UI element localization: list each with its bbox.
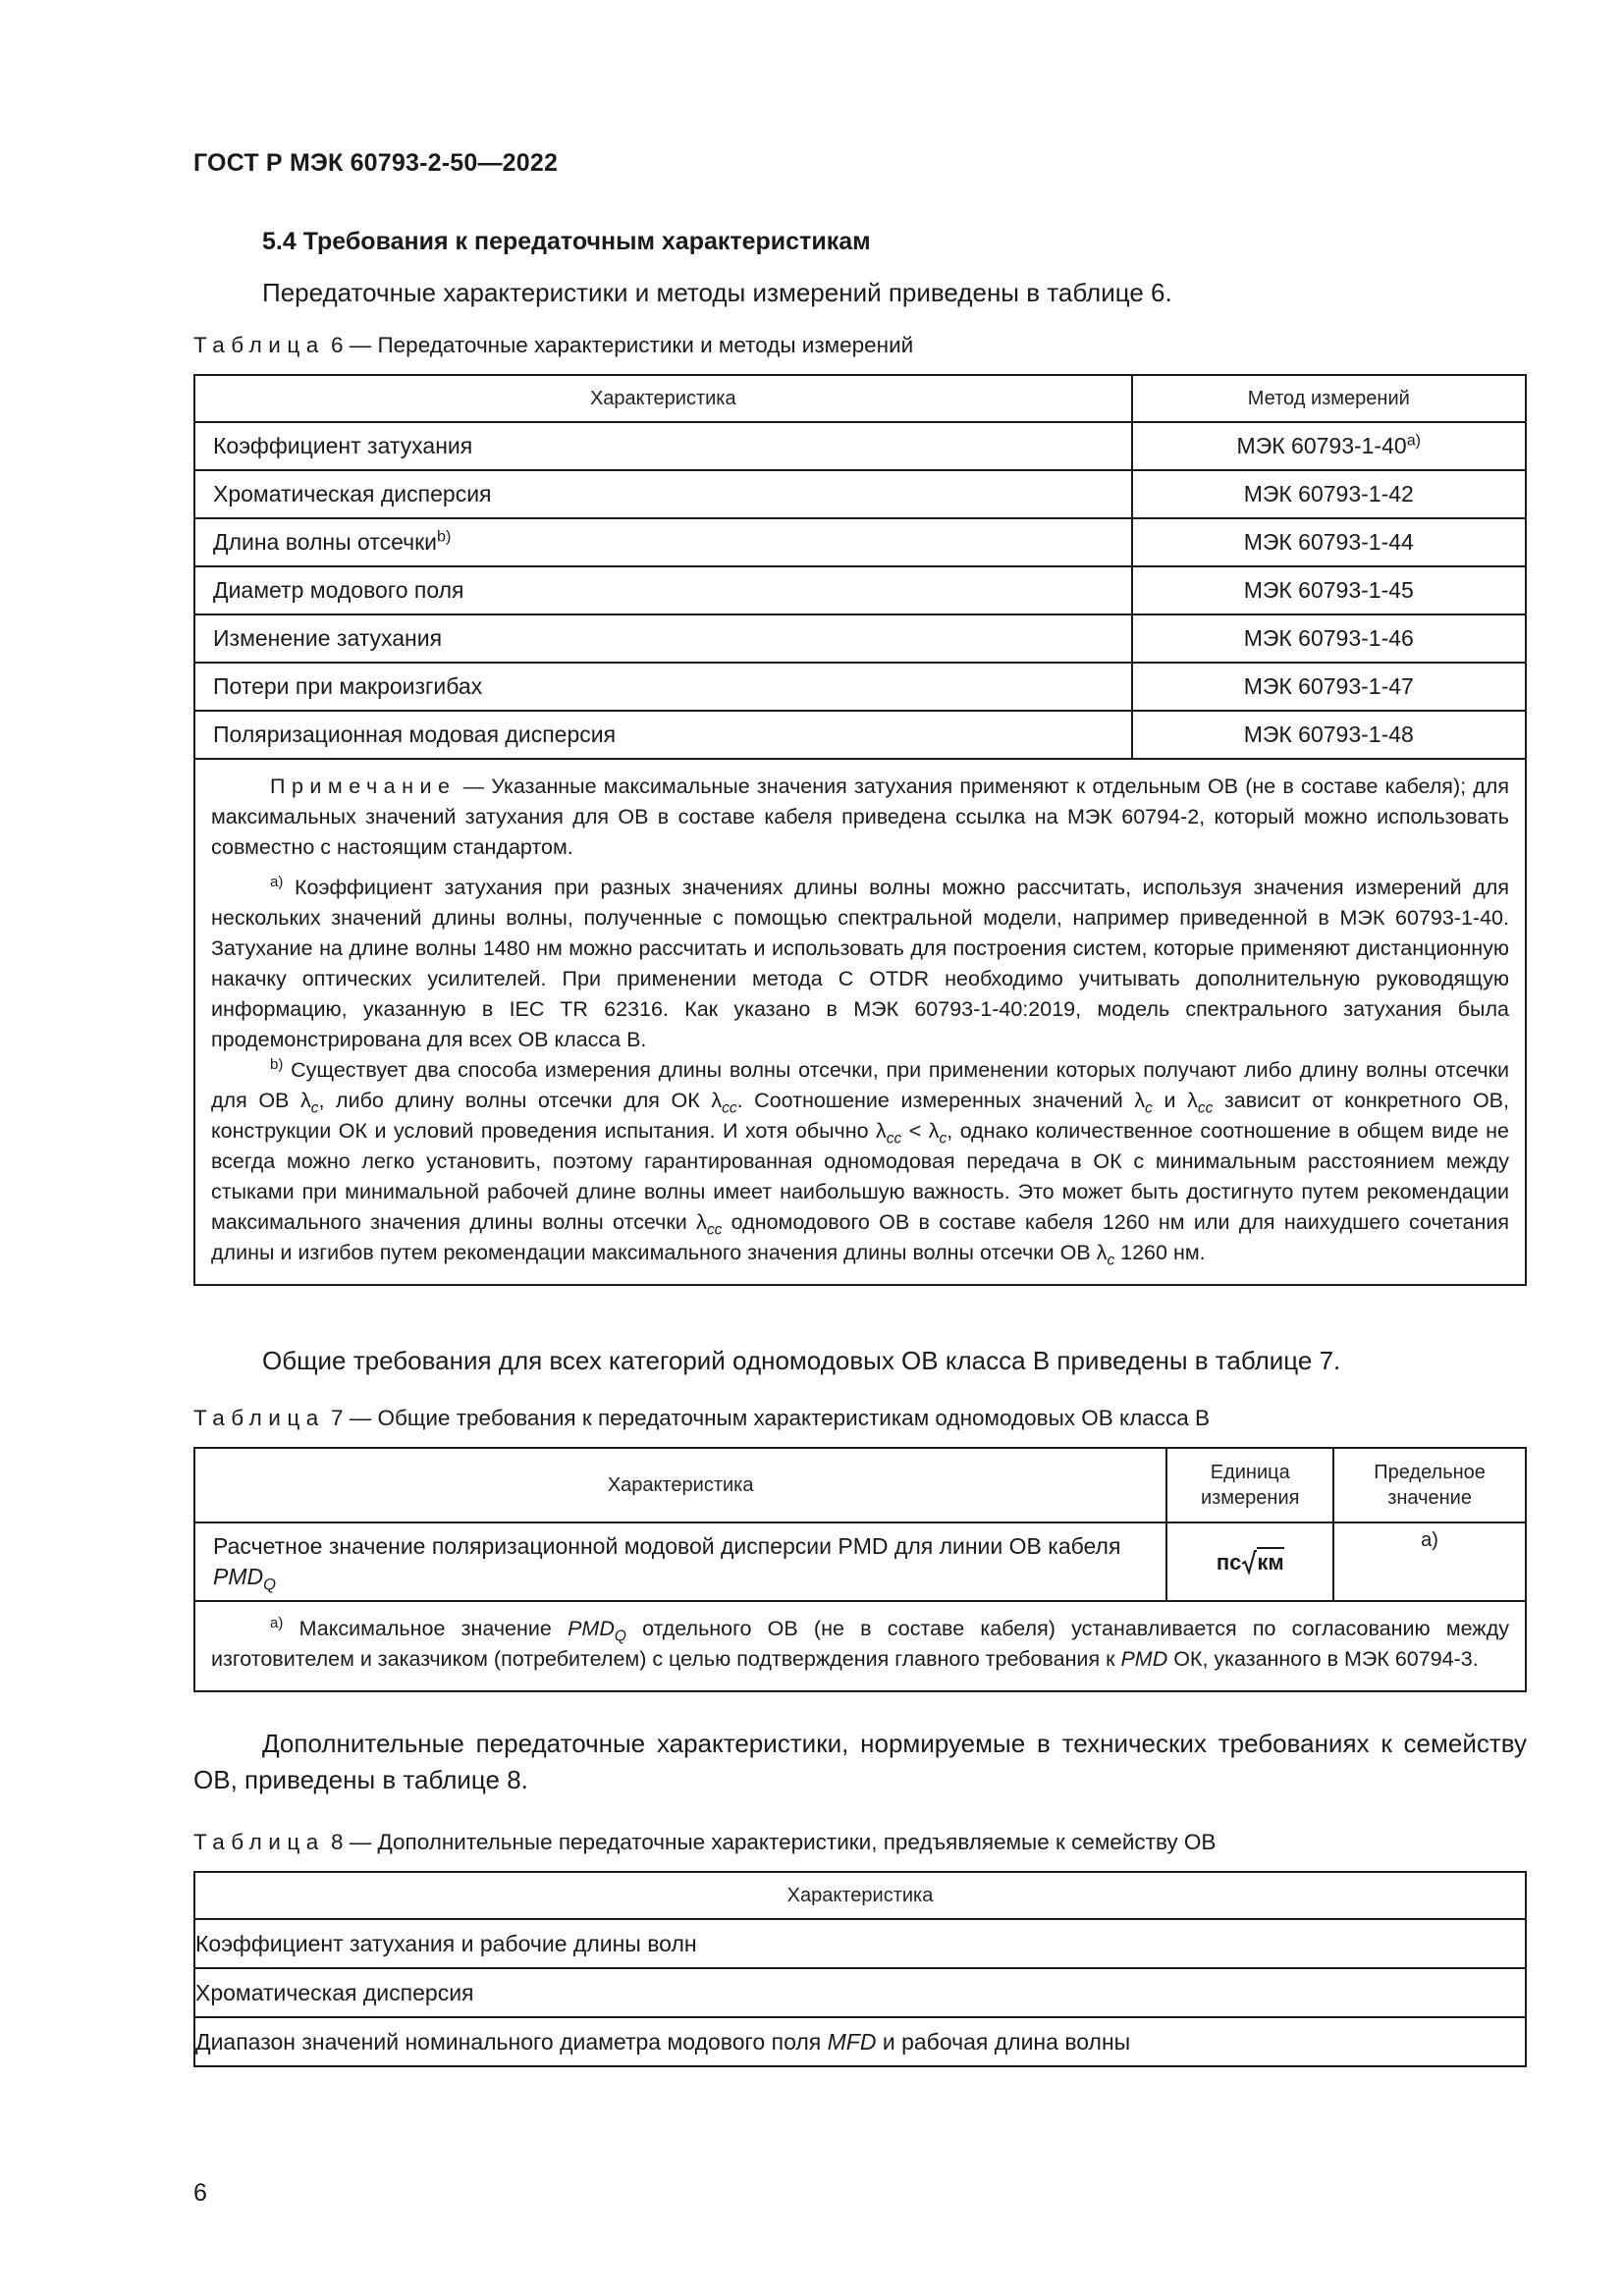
table8 bbox=[193, 1871, 1527, 2067]
table8-header-row bbox=[194, 1872, 1526, 1919]
table6-notes bbox=[194, 759, 1526, 1285]
paragraph-table7-intro: Общие требования для всех категорий одномодовых ОВ класса В приведены в таблице 7. bbox=[262, 1346, 1341, 1375]
table-row: Коэффициент затухания МЭК 60793-1-40$^{a)}$ bbox=[194, 422, 1526, 470]
table-row: Длина волны отсечки$^{b)}$ МЭК 60793-1-44 bbox=[194, 518, 1526, 566]
table7-footnote-a: $^{a)}$ Максимальное значение $PMD_Q$ отдельного ОВ (не в составе кабеля) устанавливается по согласованию между изготовителем и заказчиком (потребителем) с целью подтверждения главного требования к PMD ОК, указанного в МЭК 60794-3. bbox=[194, 1601, 1526, 1691]
table8-header-char: Характеристика bbox=[194, 1872, 1526, 1919]
table6-note: Примечание — Указанные максимальные значения затухания применяют к отдельным ОВ (не в составе кабеля); для максимальных значений затухания для ОВ в составе кабеля приведена ссылка на МЭК 60794-2, который можно использовать совместно с настоящим стандартом. bbox=[211, 774, 1509, 859]
table6-header-row bbox=[194, 375, 1526, 422]
table-row: Хроматическая дисперсия bbox=[194, 1968, 1526, 2017]
table7-row-unit: пс км bbox=[1166, 1522, 1333, 1601]
table-row bbox=[194, 1522, 1526, 1601]
table6-footnote-b: $^{b)}$ Существует два способа измерения длины волны отсечки, при применении которых получают либо длину волны отсечки для ОВ $\lambda_c$, либо длину волны отсечки для ОК $\lambda_{cc}$. Соотношение измеренных значений $\lambda_c$ и $\lambda_{cc}$ зависит от конкретного ОВ, конструкции ОК и условий проведения испытания. И хотя обычно $\lambda_{cc} < \lambda_c$, однако количественное соотношение в общем виде не всегда можно легко установить, поэтому гарантированная одномодовая передача в ОК с минимальным расстоянием между стыками при минимальной рабочей длине волны имеет наибольшую важность. Это может быть достигнуто путем рекомендации максимального значения длины волны отсечки $\lambda_{cc}$ одномодового ОВ в составе кабеля 1260 нм или для наихудшего сочетания длины и изгибов путем рекомендации максимального значения длины волны отсечки ОВ $\lambda_c$ 1260 нм. bbox=[211, 1055, 1509, 1269]
table-row: Изменение затухания МЭК 60793-1-46 bbox=[194, 614, 1526, 663]
table7-header-limit: Предельное значение bbox=[1333, 1448, 1526, 1522]
table6-notes-row bbox=[194, 759, 1526, 1285]
section-title: 5.4 Требования к передаточным характеристикам bbox=[262, 228, 871, 255]
table7-header-char: Характеристика bbox=[194, 1448, 1166, 1522]
table7-header-unit: Единица измерения bbox=[1166, 1448, 1333, 1522]
table-row: Диаметр модового поля МЭК 60793-1-45 bbox=[194, 566, 1526, 614]
table-row: Хроматическая дисперсия МЭК 60793-1-42 bbox=[194, 470, 1526, 518]
table6-caption: Таблица 6 — Передаточные характеристики и методы измерений bbox=[193, 333, 914, 357]
document-id: ГОСТ Р МЭК 60793-2-50—2022 bbox=[193, 149, 559, 177]
table7-row-limit: a) bbox=[1333, 1522, 1526, 1601]
table6-header-char: Характеристика bbox=[194, 375, 1132, 422]
table7-caption: Таблица 7 — Общие требования к передаточным характеристикам одномодовых ОВ класса В bbox=[193, 1406, 1211, 1430]
section-intro: Передаточные характеристики и методы измерений приведены в таблице 6. bbox=[262, 278, 1172, 307]
sqrt-icon bbox=[1241, 1549, 1257, 1575]
table7-notes-row bbox=[194, 1601, 1526, 1691]
table-row: Коэффициент затухания и рабочие длины волн bbox=[194, 1919, 1526, 1968]
table-row: Поляризационная модовая дисперсия МЭК 60793-1-48 bbox=[194, 711, 1526, 759]
table-row: Потери при макроизгибах МЭК 60793-1-47 bbox=[194, 663, 1526, 711]
paragraph-table8-intro: Дополнительные передаточные характеристики, нормируемые в технических требованиях к семейству ОВ, приведены в таблице 8. bbox=[193, 1729, 1527, 1794]
page-number: 6 bbox=[193, 2179, 207, 2207]
table7-header-row bbox=[194, 1448, 1526, 1522]
table-row: Диапазон значений номинального диаметра модового поля MFD и рабочая длина волны bbox=[194, 2017, 1526, 2066]
table7 bbox=[193, 1447, 1527, 1692]
table8-caption: Таблица 8 — Дополнительные передаточные характеристики, предъявляемые к семейству ОВ bbox=[193, 1830, 1217, 1854]
table6-footnote-a: $^{a)}$ Коэффициент затухания при разных значениях длины волны можно рассчитать, используя значения измерений для нескольких значений длины волны, полученные с помощью спектральной модели, например приведенной в МЭК 60793-1-40. Затухание на длине волны 1480 нм можно рассчитать и использовать для построения систем, которые применяют дистанционную накачку оптических усилителей. При применении метода С OTDR необходимо учитывать дополнительную руководящую информацию, указанную в IEC TR 62316. Как указано в МЭК 60793-1-40:2019, модель спектрального затухания была продемонстрирована для всех ОВ класса В. bbox=[211, 873, 1509, 1051]
table6 bbox=[193, 374, 1527, 1286]
table7-row-char: Расчетное значение поляризационной модовой дисперсии PMD для линии ОВ кабеля $PMD_Q$ bbox=[194, 1522, 1166, 1601]
table6-header-method: Метод измерений bbox=[1132, 375, 1526, 422]
